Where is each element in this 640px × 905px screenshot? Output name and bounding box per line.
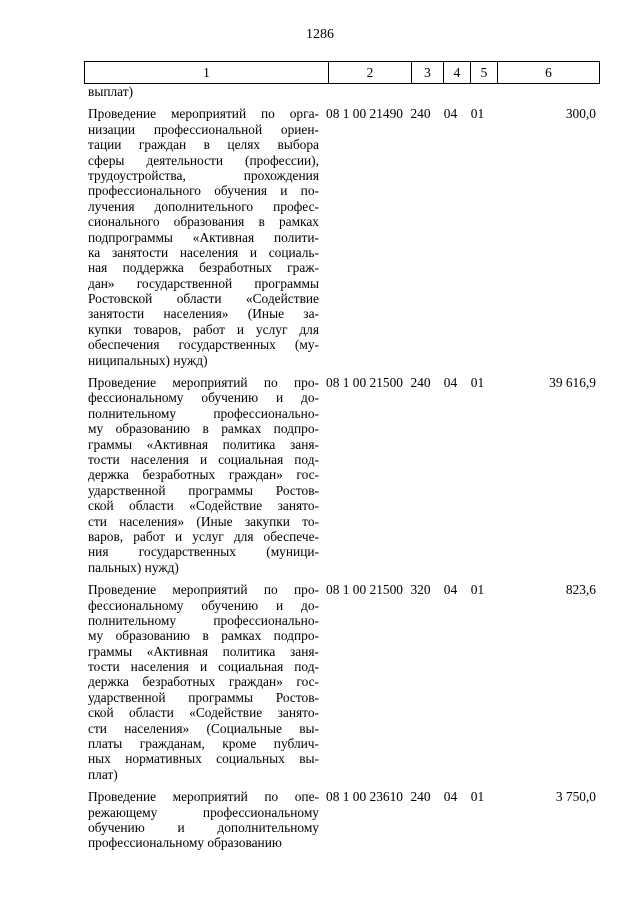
row-expense-type: 240 xyxy=(410,106,431,122)
row-target-code: 08 1 00 21490 xyxy=(326,106,403,122)
row-description xyxy=(84,582,319,782)
row-target-code xyxy=(319,84,404,99)
row-section: 04 xyxy=(443,789,458,805)
header-col-1: 1 xyxy=(85,62,329,84)
description-line: фессиональному обучению и до- xyxy=(88,390,319,406)
row-amount: 3 750,0 xyxy=(555,789,596,805)
description-line: занятости населения» (Иные за- xyxy=(88,306,319,322)
description-line: тации граждан в целях выбора xyxy=(88,137,319,153)
row-target-code: 08 1 00 21500 xyxy=(326,375,403,391)
row-description xyxy=(84,106,319,368)
header-col-3: 3 xyxy=(412,62,444,84)
row-amount xyxy=(491,84,604,99)
description-line: купки товаров, работ и услуг для xyxy=(88,321,319,337)
description-line: подпрограммы «Активная полити- xyxy=(88,229,319,245)
row-subsection xyxy=(464,84,491,99)
row-expense-type: 240 xyxy=(410,375,431,391)
description-line: режающему профессиональному xyxy=(88,804,319,820)
description-line: граммы «Активная политика заня- xyxy=(88,643,319,659)
description-line: ная поддержка безработных граж- xyxy=(88,260,319,276)
description-line: профессиональному образованию xyxy=(88,835,282,851)
header-col-4: 4 xyxy=(444,62,471,84)
description-line: сферы деятельности (профессии), xyxy=(88,152,319,168)
description-line: му образованию в рамках подпро- xyxy=(88,628,319,644)
description-line: Ростовской области «Содействие xyxy=(88,291,319,307)
description-line: обучению и дополнительному xyxy=(88,819,319,835)
row-expense-type: 240 xyxy=(410,789,431,805)
row-subsection: 01 xyxy=(470,789,485,805)
description-line: сти населения» (Социальные вы- xyxy=(88,720,319,736)
table-row xyxy=(84,375,604,575)
budget-table-body xyxy=(84,84,604,851)
description-line: ской области «Содействие занято- xyxy=(88,498,319,514)
row-section xyxy=(437,84,464,99)
row-subsection: 01 xyxy=(470,582,485,598)
description-line: ударственной программы Ростов- xyxy=(88,689,319,705)
description-line: сионального образования в рамках xyxy=(88,214,319,230)
row-section: 04 xyxy=(443,582,458,598)
row-subsection: 01 xyxy=(470,106,485,122)
description-line: Проведение мероприятий по про- xyxy=(88,375,319,391)
row-target-code: 08 1 00 23610 xyxy=(326,789,403,805)
header-col-2: 2 xyxy=(329,62,412,84)
description-line: ской области «Содействие занято- xyxy=(88,705,319,721)
description-line: му образованию в рамках подпро- xyxy=(88,421,319,437)
description-line: трудоустройства, прохождения xyxy=(88,167,319,183)
description-line: плат) xyxy=(88,766,118,782)
row-subsection: 01 xyxy=(470,375,485,391)
row-section: 04 xyxy=(443,106,458,122)
description-line: ка занятости населения и социаль- xyxy=(88,244,319,260)
description-line: ударственной программы Ростов- xyxy=(88,482,319,498)
description-line: сти населения» (Иные закупки то- xyxy=(88,513,319,529)
row-description xyxy=(84,375,319,575)
description-line: Проведение мероприятий по про- xyxy=(88,582,319,598)
row-expense-type xyxy=(404,84,437,99)
description-line: фессиональному обучению и до- xyxy=(88,597,319,613)
description-line: обеспечения государственных (му- xyxy=(88,337,319,353)
table-row xyxy=(84,106,604,368)
table-row xyxy=(84,582,604,782)
column-header-row xyxy=(84,61,600,84)
header-col-5: 5 xyxy=(471,62,498,84)
description-line: ных нормативных социальных вы- xyxy=(88,751,319,767)
description-line: полнительному профессионально- xyxy=(88,612,319,628)
description-line: ния государственных (муници- xyxy=(88,544,319,560)
header-col-6: 6 xyxy=(498,62,600,84)
description-line: лучения дополнительного профес- xyxy=(88,198,319,214)
row-description xyxy=(84,84,319,99)
row-description xyxy=(84,789,319,851)
description-line: граммы «Активная политика заня- xyxy=(88,436,319,452)
description-line: Проведение мероприятий по опе- xyxy=(88,789,319,805)
table-row xyxy=(84,789,604,851)
description-line: платы гражданам, кроме публич- xyxy=(88,736,319,752)
description-line: низации профессиональной ориен- xyxy=(88,121,319,137)
row-target-code: 08 1 00 21500 xyxy=(326,582,403,598)
description-line: профессионального обучения и по- xyxy=(88,183,319,199)
page-number: 1286 xyxy=(306,27,334,42)
table-row xyxy=(84,84,604,99)
row-amount: 39 616,9 xyxy=(549,375,596,391)
description-line: держка безработных граждан» гос- xyxy=(88,467,319,483)
row-amount: 300,0 xyxy=(565,106,596,122)
description-line: Проведение мероприятий по орга- xyxy=(88,106,319,122)
description-line: полнительному профессионально- xyxy=(88,405,319,421)
row-expense-type: 320 xyxy=(410,582,431,598)
description-line: тости населения и социальная под- xyxy=(88,451,319,467)
description-line: держка безработных граждан» гос- xyxy=(88,674,319,690)
description-line: варов, работ и услуг для обеспече- xyxy=(88,528,319,544)
description-line: дан» государственной программы xyxy=(88,275,319,291)
description-line: ниципальных) нужд) xyxy=(88,352,208,368)
row-amount: 823,6 xyxy=(565,582,596,598)
description-line: тости населения и социальная под- xyxy=(88,659,319,675)
description-line: пальных) нужд) xyxy=(88,559,179,575)
row-section: 04 xyxy=(443,375,458,391)
description-line: выплат) xyxy=(88,84,134,99)
